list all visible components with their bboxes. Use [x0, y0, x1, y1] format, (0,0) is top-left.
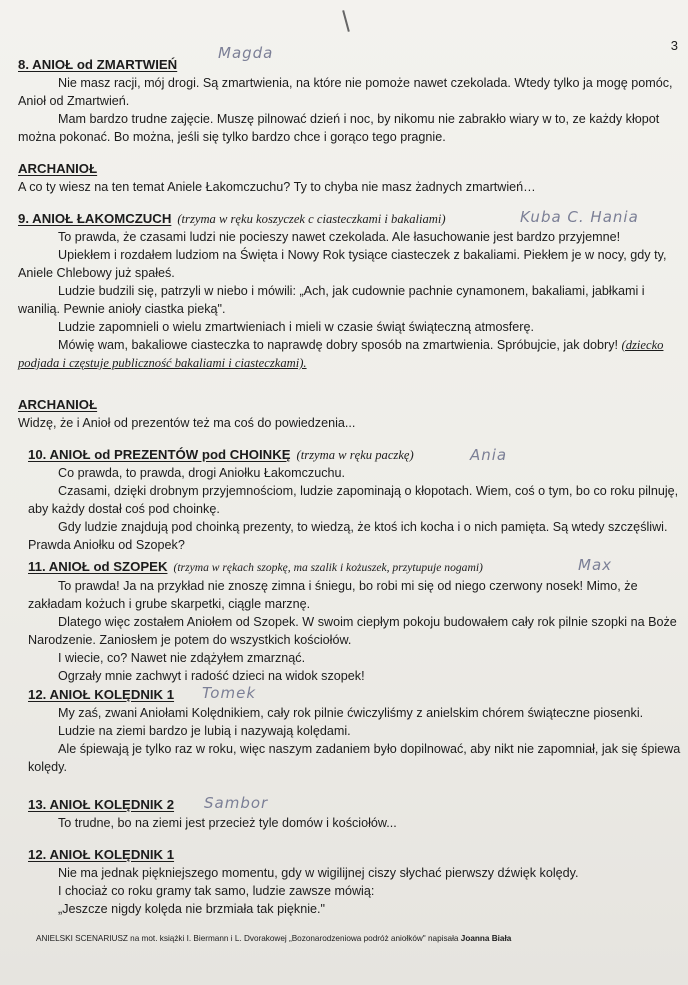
paragraph: Gdy ludzie znajdują pod choinką prezenty, to wiedzą, że ktoś ich kocha i o nich pamięta. Są wtedy szczęśliwi. Prawda Aniołku od Szopek?: [28, 520, 668, 552]
section-heading: ARCHANIOŁ: [18, 397, 98, 412]
footer-text: ANIELSKI SCENARIUSZ na mot. książki I. Biermann i L. Dvorakowej „Bozonarodzeniowa podróż aniołków" napisała: [36, 934, 459, 943]
stage-direction: (trzyma w ręku koszyczek c ciasteczkami i bakaliami): [177, 212, 446, 226]
paragraph: I chociaż co roku gramy tak samo, ludzie zawsze mówią:: [58, 884, 375, 898]
paragraph: To prawda! Ja na przykład nie znoszę zimna i śniegu, bo robi mi się od niego czerwony nosek! Mimo, że zakładam kożuch i grube skarpetki, ciągle marznę.: [28, 579, 638, 611]
paragraph: I wiecie, co? Nawet nie zdążyłem zmarznąć.: [58, 651, 306, 665]
section-13: [28, 796, 682, 832]
handwritten-name: Sambor: [204, 794, 269, 812]
paragraph: Upiekłem i rozdałem ludziom na Święta i Nowy Rok tysiące ciasteczek z bakaliami. Piekłem je w nocy, gdy ty, Aniele Chlebowy już spałeś.: [18, 248, 667, 280]
handwritten-name: Ania: [470, 446, 508, 464]
paragraph-text: Mówię wam, bakaliowe ciasteczka to naprawdę dobry sposób na zmartwienia. Spróbujcie, jak dobry!: [58, 338, 618, 352]
paragraph: Dlatego więc zostałem Aniołem od Szopek. W swoim ciepłym pokoju budowałem cały rok pilnie szopki na Boże Narodzenie. Zaniosłem je potem do wszystkich kościołów.: [28, 615, 677, 647]
paragraph: A co ty wiesz na ten temat Aniele Łakomczuchu? Ty to chyba nie masz żadnych zmartwień…: [18, 180, 536, 194]
paragraph: Nie ma jednak piękniejszego momentu, gdy w wigilijnej ciszy słychać pierwszy dźwięk kolędy.: [58, 866, 579, 880]
archaniol-2: [18, 396, 682, 432]
handwritten-name: Kuba C. Hania: [520, 208, 639, 226]
footer-credit: [36, 934, 511, 943]
heading-text: 11. ANIOŁ od SZOPEK: [28, 559, 168, 574]
paragraph: Ludzie budzili się, patrzyli w niebo i mówili: „Ach, jak cudownie pachnie cynamonem, bakaliami, jabłkami i wanilią. Pewnie anioły ciastka pieką".: [18, 284, 645, 316]
section-heading: [28, 446, 682, 464]
section-11: [28, 558, 682, 685]
paragraph: To prawda, że czasami ludzi nie pocieszy nawet czekolada. Ale łasuchowanie jest bardzo przyjemne!: [58, 230, 621, 244]
handwritten-name: Magda: [218, 44, 274, 62]
paragraph: Ale śpiewają je tylko raz w roku, więc naszym zadaniem było dopilnować, aby nikt nie zapomniał, jak się śpiewa kolędy.: [28, 742, 681, 774]
paragraph: Ludzie na ziemi bardzo je lubią i nazywają kolędami.: [58, 724, 351, 738]
paragraph: Mam bardzo trudne zajęcie. Muszę pilnować dzień i noc, by nikomu nie zabrakło wiary w to, ze każdy kłopot można pokonać. Bo można, jeśli się tylko bardzo chce i gorąco tego pragnie.: [18, 112, 660, 144]
section-heading: ARCHANIOŁ: [18, 161, 98, 176]
stage-direction: (trzyma w rękach szopkę, ma szalik i kożuszek, przytupuje nogami): [173, 561, 483, 574]
section-heading: 12. ANIOŁ KOLĘDNIK 1: [28, 687, 175, 702]
paragraph: Czasami, dzięki drobnym przyjemnościom, ludzie zapominają o kłopotach. Wiem, coś o tym, bo co roku pilnuję, aby każdy dostał coś pod choinkę.: [28, 484, 679, 516]
pen-mark: [342, 10, 350, 32]
section-heading: 12. ANIOŁ KOLĘDNIK 1: [28, 847, 175, 862]
section-8: [18, 56, 682, 146]
handwritten-name: Tomek: [202, 684, 257, 702]
heading-text: 9. ANIOŁ ŁAKOMCZUCH: [18, 211, 172, 226]
handwritten-name: Max: [578, 556, 613, 574]
paragraph: Ogrzały mnie zachwyt i radość dzieci na widok szopek!: [58, 669, 365, 683]
paragraph: „Jeszcze nigdy kolęda nie brzmiała tak pięknie.": [58, 902, 325, 916]
paragraph: Ludzie zapomnieli o wielu zmartwieniach i mieli w czasie świąt świąteczną atmosferę.: [58, 320, 534, 334]
section-heading: 13. ANIOŁ KOLĘDNIK 2: [28, 797, 175, 812]
paragraph: Co prawda, to prawda, drogi Aniołku Łakomczuchu.: [58, 466, 346, 480]
stage-direction: (dziecko podjada i częstuje publiczność bakaliami i ciasteczkami).: [18, 338, 664, 370]
paragraph: Widzę, że i Anioł od prezentów też ma coś do powiedzenia...: [18, 416, 356, 430]
section-heading: 8. ANIOŁ od ZMARTWIEŃ: [18, 57, 178, 72]
section-12-first: [28, 686, 682, 776]
section-10: [28, 446, 682, 554]
paragraph: [18, 336, 682, 372]
heading-text: 10. ANIOŁ od PREZENTÓW pod CHOINKĘ: [28, 447, 291, 462]
footer-author: Joanna Biała: [460, 934, 512, 943]
section-9: [18, 210, 682, 372]
paragraph: Nie masz racji, mój drogi. Są zmartwienia, na które nie pomoże nawet czekolada. Wtedy tylko ja mogę pomóc, Anioł od Zmartwień.: [18, 76, 673, 108]
section-12-second: [28, 846, 682, 918]
page-number: 3: [670, 38, 678, 53]
paragraph: My zaś, zwani Aniołami Kolędnikiem, cały rok pilnie ćwiczyliśmy z anielskim chórem świąteczne piosenki.: [58, 706, 644, 720]
stage-direction: (trzyma w ręku paczkę): [296, 448, 414, 462]
paragraph: To trudne, bo na ziemi jest przecież tyle domów i kościołów...: [58, 816, 397, 830]
archaniol-1: [18, 160, 682, 196]
